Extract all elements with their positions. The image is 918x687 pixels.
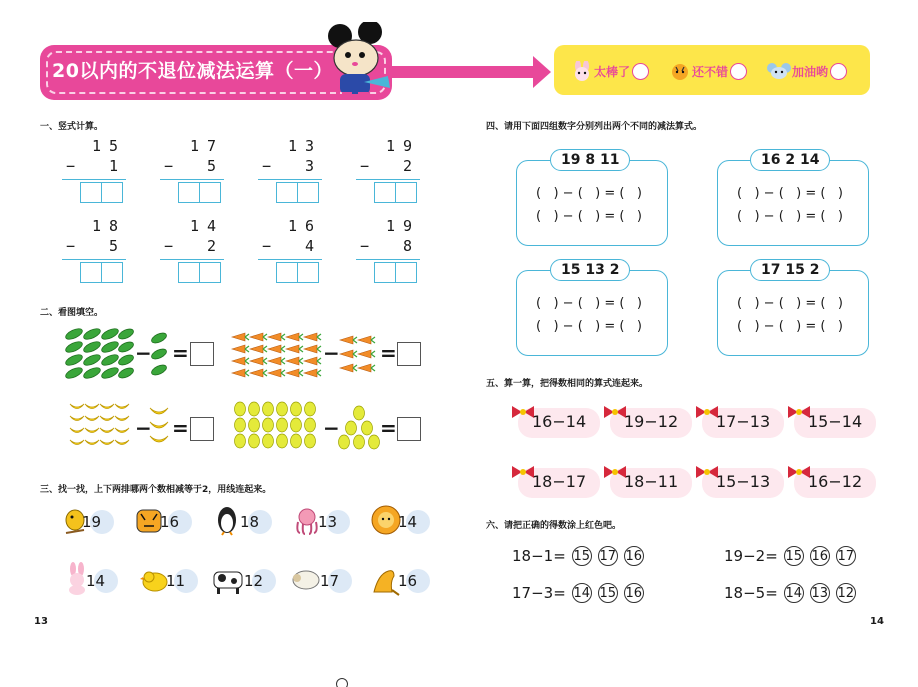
option-circle[interactable]: 15 bbox=[598, 583, 618, 603]
pear-icon bbox=[263, 402, 274, 416]
pear-icon bbox=[235, 418, 246, 432]
answer-choice-row: 17−3= 14 15 16 bbox=[512, 584, 643, 602]
pear-icon bbox=[277, 418, 288, 432]
answer-choice-row: 19−2= 15 16 17 bbox=[724, 547, 855, 565]
section2-title: 二、看图填空。 bbox=[40, 308, 104, 318]
rating-circle[interactable] bbox=[830, 63, 847, 80]
section1-title: 一、竖式计算。 bbox=[40, 122, 104, 132]
carrot-icon bbox=[340, 350, 353, 358]
divider-line bbox=[356, 179, 420, 180]
divider-line bbox=[356, 259, 420, 260]
carrot-icon bbox=[340, 336, 353, 344]
pear-icon bbox=[369, 435, 380, 449]
answer-choice-row: 18−5= 14 13 12 bbox=[724, 584, 855, 602]
answer-digit-box[interactable] bbox=[297, 262, 319, 283]
answer-box[interactable] bbox=[190, 417, 214, 441]
answer-digit-box[interactable] bbox=[297, 182, 319, 203]
carrot-group-icon bbox=[230, 330, 322, 378]
banana-icon bbox=[115, 416, 129, 421]
minuend: 19 bbox=[385, 137, 420, 155]
banana-icon bbox=[85, 404, 99, 409]
pear-small-group-icon bbox=[338, 404, 380, 450]
carrot-icon bbox=[358, 364, 371, 372]
minuend: 15 bbox=[91, 137, 126, 155]
penguin-icon bbox=[214, 504, 240, 536]
carrot-icon bbox=[268, 333, 281, 341]
minus-sign: − bbox=[323, 341, 340, 365]
pear-icon bbox=[249, 434, 260, 448]
section5-title: 五、算一算，把得数相同的算式连起来。 bbox=[486, 379, 649, 389]
minus-sign: − bbox=[323, 416, 340, 440]
banana-icon bbox=[85, 440, 99, 445]
banana-icon bbox=[100, 416, 114, 421]
card-label: 19 8 11 bbox=[550, 149, 630, 171]
number-bubble[interactable]: 14 bbox=[398, 513, 417, 531]
number-bubble[interactable]: 11 bbox=[166, 572, 185, 590]
carrot-icon bbox=[304, 357, 317, 365]
minuend: 18 bbox=[91, 217, 126, 235]
number-bubble[interactable]: 14 bbox=[86, 572, 105, 590]
equals-sign: = bbox=[172, 341, 189, 365]
card-label: 17 15 2 bbox=[750, 259, 830, 281]
pear-icon bbox=[354, 435, 365, 449]
vertical-subtraction bbox=[356, 137, 420, 207]
option-circle[interactable]: 17 bbox=[598, 546, 618, 566]
carrot-small-group-icon bbox=[338, 330, 378, 378]
subtrahend: 8 bbox=[402, 237, 420, 255]
pea-pod-icon bbox=[148, 330, 170, 378]
banana-icon bbox=[100, 404, 114, 409]
pear-icon bbox=[305, 418, 316, 432]
answer-digit-box[interactable] bbox=[101, 262, 123, 283]
subtrahend: 2 bbox=[206, 237, 224, 255]
pear-icon bbox=[362, 421, 373, 435]
carrot-icon bbox=[340, 364, 353, 372]
answer-box[interactable] bbox=[397, 417, 421, 441]
expression-pill[interactable]: 15−13 bbox=[694, 464, 786, 498]
answer-digit-box[interactable] bbox=[178, 262, 200, 283]
answer-boxes[interactable] bbox=[374, 182, 416, 203]
answer-digit-box[interactable] bbox=[80, 182, 102, 203]
carrot-icon bbox=[250, 357, 263, 365]
option-circle[interactable]: 16 bbox=[624, 583, 644, 603]
expression-pill[interactable]: 17−13 bbox=[694, 404, 786, 438]
carrot-icon bbox=[286, 369, 299, 377]
option-circle[interactable]: 14 bbox=[784, 583, 804, 603]
vertical-subtraction bbox=[160, 217, 224, 287]
banana-icon bbox=[70, 440, 84, 445]
mouse-mascot-icon bbox=[318, 22, 396, 102]
option-circle[interactable]: 16 bbox=[810, 546, 830, 566]
number-bubble[interactable]: 18 bbox=[240, 513, 259, 531]
banana-icon bbox=[100, 428, 114, 433]
carrot-icon bbox=[286, 357, 299, 365]
number-bubble[interactable]: 12 bbox=[244, 572, 263, 590]
carrot-icon bbox=[268, 345, 281, 353]
page-number-left: 13 bbox=[34, 616, 48, 627]
carrot-icon bbox=[250, 333, 263, 341]
answer-boxes[interactable] bbox=[178, 262, 220, 283]
option-circle[interactable]: 15 bbox=[784, 546, 804, 566]
equation-line[interactable]: ( ) − ( ) = ( ) bbox=[737, 319, 843, 334]
carrot-icon bbox=[268, 369, 281, 377]
subtrahend: 5 bbox=[206, 157, 224, 175]
divider-line bbox=[62, 259, 126, 260]
expression-pill[interactable]: 16−12 bbox=[786, 464, 878, 498]
pear-icon bbox=[277, 434, 288, 448]
answer-digit-box[interactable] bbox=[101, 182, 123, 203]
pear-icon bbox=[249, 418, 260, 432]
minus-sign: − bbox=[135, 416, 152, 440]
pear-icon bbox=[291, 434, 302, 448]
section6-title: 六、请把正确的得数涂上红色吧。 bbox=[486, 521, 622, 531]
carrot-icon bbox=[250, 345, 263, 353]
equals-sign: = bbox=[380, 416, 397, 440]
subtrahend: 3 bbox=[304, 157, 322, 175]
carrot-icon bbox=[286, 345, 299, 353]
option-circle[interactable]: 13 bbox=[810, 583, 830, 603]
banana-icon bbox=[100, 440, 114, 445]
pear-icon bbox=[263, 418, 274, 432]
minuend: 17 bbox=[189, 137, 224, 155]
number-bubble[interactable]: 19 bbox=[82, 513, 101, 531]
carrot-icon bbox=[232, 345, 245, 353]
sheep-icon bbox=[290, 566, 322, 594]
answer-box[interactable] bbox=[190, 342, 214, 366]
pea-pod-group-icon bbox=[64, 326, 134, 380]
subtrahend: 5 bbox=[108, 237, 126, 255]
pear-icon bbox=[305, 402, 316, 416]
card-label: 15 13 2 bbox=[550, 259, 630, 281]
number-bubble[interactable]: 17 bbox=[320, 572, 339, 590]
rating-circle[interactable] bbox=[730, 63, 747, 80]
banana-icon bbox=[115, 440, 129, 445]
answer-boxes[interactable] bbox=[80, 262, 122, 283]
minuend: 16 bbox=[287, 217, 322, 235]
option-circle[interactable]: 14 bbox=[572, 583, 592, 603]
answer-boxes[interactable] bbox=[80, 182, 122, 203]
answer-digit-box[interactable] bbox=[395, 262, 417, 283]
vertical-subtraction bbox=[258, 217, 322, 287]
minus-sign: − bbox=[164, 157, 174, 175]
expression-pill[interactable]: 18−11 bbox=[602, 464, 694, 498]
pear-icon bbox=[263, 434, 274, 448]
option-circle[interactable]: 17 bbox=[836, 546, 856, 566]
minus-sign: − bbox=[164, 237, 174, 255]
pear-icon bbox=[249, 402, 260, 416]
equation-line[interactable]: ( ) − ( ) = ( ) bbox=[737, 209, 843, 224]
pear-icon bbox=[235, 402, 246, 416]
answer-digit-box[interactable] bbox=[374, 182, 396, 203]
banana-icon bbox=[85, 428, 99, 433]
mouse-icon bbox=[766, 61, 792, 81]
decorative-circle bbox=[336, 678, 348, 687]
pear-icon bbox=[339, 435, 350, 449]
carrot-icon bbox=[232, 369, 245, 377]
pear-icon bbox=[305, 434, 316, 448]
divider-line bbox=[160, 179, 224, 180]
pear-icon bbox=[291, 418, 302, 432]
expression-pill[interactable]: 15−14 bbox=[786, 404, 878, 438]
equation-card bbox=[516, 160, 668, 246]
equation-line[interactable]: ( ) − ( ) = ( ) bbox=[536, 209, 642, 224]
equation-card bbox=[717, 270, 869, 356]
rating-item-good[interactable]: 还不错 bbox=[668, 61, 747, 81]
answer-boxes[interactable] bbox=[276, 182, 318, 203]
answer-digit-box[interactable] bbox=[199, 262, 221, 283]
answer-digit-box[interactable] bbox=[178, 182, 200, 203]
vertical-subtraction bbox=[62, 217, 126, 287]
vertical-subtraction bbox=[62, 137, 126, 207]
carrot-icon bbox=[304, 369, 317, 377]
pear-icon bbox=[277, 402, 288, 416]
cow-icon bbox=[210, 566, 246, 596]
banana-icon bbox=[70, 416, 84, 421]
answer-boxes[interactable] bbox=[374, 262, 416, 283]
carrot-icon bbox=[358, 336, 371, 344]
divider-line bbox=[258, 259, 322, 260]
pear-icon bbox=[235, 434, 246, 448]
answer-digit-box[interactable] bbox=[395, 182, 417, 203]
subtrahend: 2 bbox=[402, 157, 420, 175]
vertical-subtraction bbox=[356, 217, 420, 287]
carrot-icon bbox=[304, 333, 317, 341]
answer-digit-box[interactable] bbox=[199, 182, 221, 203]
equation-card bbox=[717, 160, 869, 246]
section4-title: 四、请用下面四组数字分别列出两个不同的减法算式。 bbox=[486, 122, 703, 132]
banana-icon bbox=[85, 416, 99, 421]
equation-line[interactable]: ( ) − ( ) = ( ) bbox=[536, 296, 642, 311]
carrot-icon bbox=[286, 333, 299, 341]
expression-pill[interactable]: 16−14 bbox=[510, 404, 602, 438]
page-number-right: 14 bbox=[870, 616, 884, 627]
answer-digit-box[interactable] bbox=[276, 182, 298, 203]
equals-sign: = bbox=[172, 416, 189, 440]
carrot-icon bbox=[232, 357, 245, 365]
minus-sign: − bbox=[360, 237, 370, 255]
card-label: 16 2 14 bbox=[750, 149, 830, 171]
pear-icon bbox=[291, 402, 302, 416]
vertical-subtraction bbox=[160, 137, 224, 207]
minus-sign: − bbox=[66, 237, 76, 255]
answer-digit-box[interactable] bbox=[80, 262, 102, 283]
tiger-icon bbox=[668, 61, 692, 81]
minuend: 19 bbox=[385, 217, 420, 235]
pear-icon bbox=[354, 406, 365, 420]
option-circle[interactable]: 15 bbox=[572, 546, 592, 566]
expression-pill[interactable]: 18−17 bbox=[510, 464, 602, 498]
carrot-icon bbox=[304, 345, 317, 353]
equation-line[interactable]: ( ) − ( ) = ( ) bbox=[737, 296, 843, 311]
minus-sign: − bbox=[262, 237, 272, 255]
equals-sign: = bbox=[380, 341, 397, 365]
arrow-icon bbox=[533, 56, 551, 88]
equation-line[interactable]: ( ) − ( ) = ( ) bbox=[737, 186, 843, 201]
answer-box[interactable] bbox=[397, 342, 421, 366]
expression-pill[interactable]: 19−12 bbox=[602, 404, 694, 438]
banana-icon bbox=[70, 428, 84, 433]
rabbit-icon bbox=[570, 61, 594, 81]
equation-line[interactable]: ( ) − ( ) = ( ) bbox=[536, 186, 642, 201]
divider-line bbox=[160, 259, 224, 260]
rating-item-keep-going[interactable]: 加油哟 bbox=[766, 61, 847, 81]
rating-circle[interactable] bbox=[632, 63, 649, 80]
option-circle[interactable]: 16 bbox=[624, 546, 644, 566]
subtrahend: 4 bbox=[304, 237, 322, 255]
subtrahend: 1 bbox=[108, 157, 126, 175]
option-circle[interactable]: 12 bbox=[836, 583, 856, 603]
minuend: 13 bbox=[287, 137, 322, 155]
banana-icon bbox=[70, 404, 84, 409]
answer-choice-row: 18−1= 15 17 16 bbox=[512, 547, 643, 565]
number-bubble[interactable]: 13 bbox=[318, 513, 337, 531]
divider-line bbox=[62, 179, 126, 180]
section3-title: 三、找一找，上下两排哪两个数相减等于2，用线连起来。 bbox=[40, 485, 272, 495]
minus-sign: − bbox=[360, 157, 370, 175]
banana-group-icon bbox=[68, 398, 132, 452]
carrot-icon bbox=[232, 333, 245, 341]
minus-sign: − bbox=[66, 157, 76, 175]
answer-boxes[interactable] bbox=[276, 262, 318, 283]
answer-digit-box[interactable] bbox=[276, 262, 298, 283]
carrot-icon bbox=[358, 350, 371, 358]
number-bubble[interactable]: 16 bbox=[398, 572, 417, 590]
minus-sign: − bbox=[262, 157, 272, 175]
rating-item-great[interactable]: 太棒了 bbox=[570, 61, 649, 81]
kangaroo-icon bbox=[368, 562, 400, 596]
pear-group-icon bbox=[232, 400, 320, 452]
minuend: 14 bbox=[189, 217, 224, 235]
answer-boxes[interactable] bbox=[178, 182, 220, 203]
minus-sign: − bbox=[135, 341, 152, 365]
banner-connector bbox=[388, 66, 538, 78]
banana-icon bbox=[115, 428, 129, 433]
vertical-subtraction bbox=[258, 137, 322, 207]
carrot-icon bbox=[250, 369, 263, 377]
carrot-icon bbox=[268, 357, 281, 365]
equation-card bbox=[516, 270, 668, 356]
equation-line[interactable]: ( ) − ( ) = ( ) bbox=[536, 319, 642, 334]
answer-digit-box[interactable] bbox=[374, 262, 396, 283]
banana-icon bbox=[115, 404, 129, 409]
number-bubble[interactable]: 16 bbox=[160, 513, 179, 531]
banana-icon bbox=[148, 402, 170, 450]
page-title: 20以内的不退位减法运算（一） bbox=[52, 60, 333, 82]
pear-icon bbox=[346, 421, 357, 435]
divider-line bbox=[258, 179, 322, 180]
